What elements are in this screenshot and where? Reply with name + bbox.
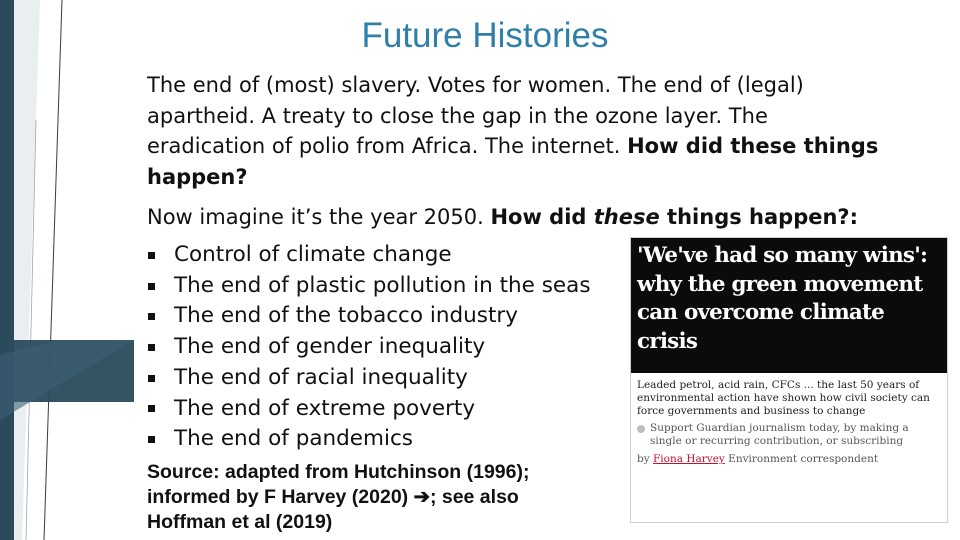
slide-title: Future Histories	[361, 16, 609, 55]
square-bullet-icon	[148, 283, 155, 290]
support-text: Support Guardian journalism today, by making a single or recurring contribution, or subscribing	[650, 422, 909, 447]
list-item	[147, 394, 591, 425]
bullet-text: The end of pandemics	[174, 426, 413, 452]
list-item	[147, 424, 591, 455]
intro-question: How did these things happen?	[147, 134, 879, 189]
bullet-text: The end of racial inequality	[174, 364, 468, 390]
square-bullet-icon	[148, 313, 155, 320]
bullet-text: Control of climate change	[174, 242, 452, 267]
bullet-text: The end of gender inequality	[174, 334, 486, 360]
bullet-text: The end of the tobacco industry	[174, 303, 518, 329]
list-item	[147, 332, 591, 363]
left-decorative-band	[0, 0, 140, 540]
imagine-part-b: How did	[490, 205, 594, 229]
list-item	[147, 301, 591, 332]
arrow-right-icon[interactable]: ➔	[413, 486, 430, 508]
article-headline: 'We've had so many wins': why the green movement can overcome climate crisis	[631, 238, 947, 373]
bullet-text: The end of plastic pollution in the seas	[174, 272, 591, 298]
square-bullet-icon	[148, 252, 155, 259]
author-link[interactable]: Fiona Harvey	[653, 453, 725, 465]
source-line-3: Hoffman et al (2019)	[147, 511, 333, 533]
news-article-clipping	[630, 237, 948, 523]
source-line-1: Source: adapted from Hutchinson (1996);	[147, 461, 530, 483]
support-prompt	[637, 422, 941, 448]
intro-text: The end of (most) slavery. Votes for women. The end of (legal) apartheid. A treaty to close the gap in the ozone layer. The eradication of polio from Africa. The internet.	[147, 73, 804, 158]
list-item	[147, 363, 591, 394]
article-body	[631, 373, 947, 466]
bullet-dot-icon	[637, 425, 645, 433]
list-item	[147, 271, 591, 302]
article-byline: by Fiona Harvey Environment correspondent	[637, 453, 879, 465]
source-line-2	[147, 485, 627, 510]
square-bullet-icon	[148, 405, 155, 412]
intro-paragraph	[147, 70, 887, 192]
bullet-text: The end of extreme poverty	[174, 395, 476, 421]
article-standfirst: Leaded petrol, acid rain, CFCs ... the last 50 years of environmental action have shown how civil society can force governments and business to change	[637, 379, 930, 417]
list-item	[147, 240, 591, 271]
square-bullet-icon	[148, 344, 155, 351]
bullet-list	[147, 240, 591, 455]
imagine-part-a: Now imagine it’s the year 2050.	[147, 205, 491, 229]
square-bullet-icon	[148, 375, 155, 382]
author-role: Environment correspondent	[724, 453, 879, 465]
square-bullet-icon	[148, 436, 155, 443]
source-text: ; see also	[429, 486, 519, 508]
imagine-part-d: things happen?:	[659, 205, 858, 229]
imagine-emphasis: these	[593, 205, 660, 229]
source-citation	[147, 460, 627, 535]
imagine-line	[147, 202, 947, 232]
source-text: informed by F Harvey (2020)	[147, 486, 414, 508]
